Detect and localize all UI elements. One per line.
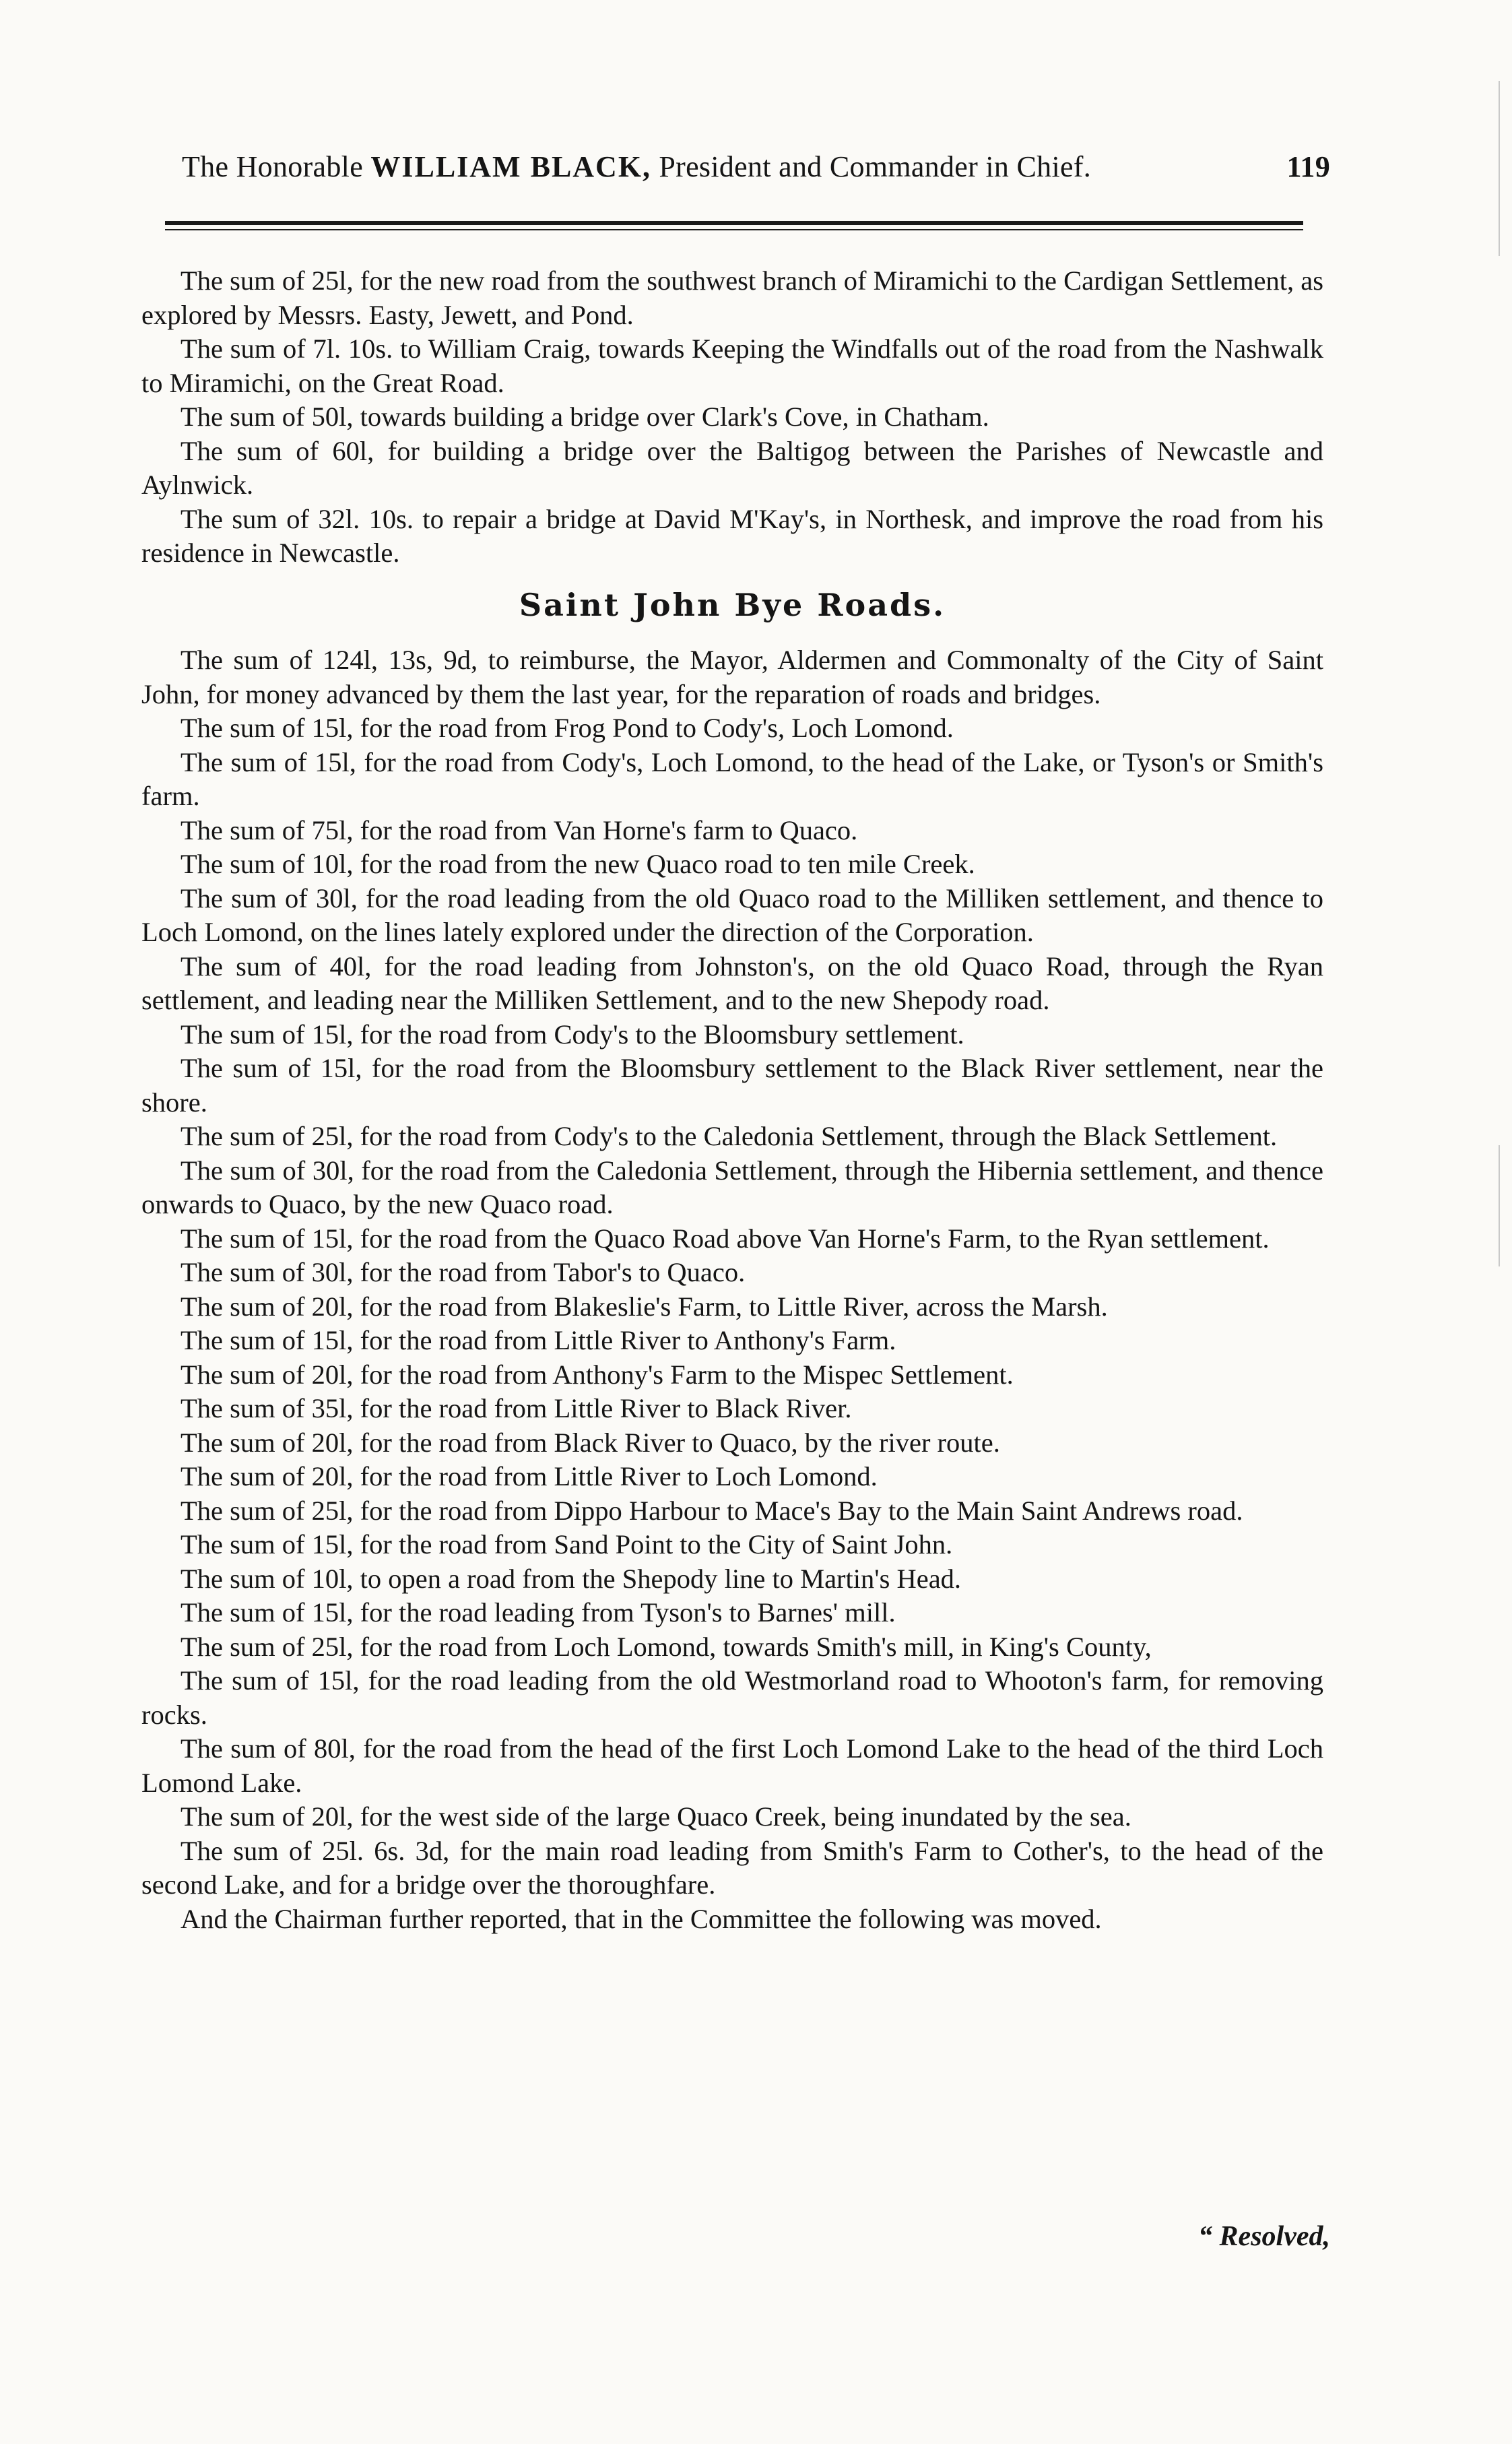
appropriation-paragraph: The sum of 15l, for the road from Cody's to the Bloomsbury settlement.	[180, 1019, 964, 1050]
appropriation-paragraph: The sum of 32l. 10s. to repair a bridge at David M'Kay's, in Northesk, and improve the road from his residence in Newcastle.	[141, 503, 1323, 568]
section-miramichi-roads	[141, 264, 1323, 571]
page-body	[141, 264, 1323, 1936]
running-head-suffix: President and Commander in Chief.	[659, 150, 1092, 183]
appropriation-paragraph: The sum of 25l, for the road from Cody's to the Caledonia Settlement, through the Black Settlement.	[180, 1121, 1278, 1151]
appropriation-paragraph: The sum of 40l, for the road leading from Johnston's, on the old Quaco Road, through the Ryan settlement, and leading near the Milliken Settlement, and to the new Shepody road.	[141, 951, 1323, 1015]
appropriation-paragraph: The sum of 15l, for the road from Frog Pond to Cody's, Loch Lomond.	[180, 713, 954, 743]
appropriation-paragraph: The sum of 15l, for the road leading from Tyson's to Barnes' mill.	[180, 1597, 896, 1628]
running-head-prefix: The Honorable	[182, 150, 364, 183]
appropriation-paragraph: The sum of 25l, for the road from Dippo Harbour to Mace's Bay to the Main Saint Andrews road.	[180, 1495, 1243, 1526]
appropriation-paragraph: The sum of 50l, towards building a bridge over Clark's Cove, in Chatham.	[180, 401, 989, 432]
appropriation-paragraph: The sum of 15l, for the road from Cody's, Loch Lomond, to the head of the Lake, or Tyson's or Smith's farm.	[141, 746, 1323, 811]
appropriation-paragraph: The sum of 124l, 13s, 9d, to reimburse, the Mayor, Aldermen and Commonalty of the City of Saint John, for money advanced by them the last year, for the reparation of roads and bridges.	[141, 645, 1323, 709]
appropriation-paragraph: The sum of 20l, for the road from Little River to Loch Lomond.	[180, 1461, 878, 1491]
appropriation-paragraph: The sum of 30l, for the road leading from the old Quaco road to the Milliken settlement, and thence to Loch Lomond, on the lines lately explored under the direction of the Corporation.	[141, 882, 1323, 947]
appropriation-paragraph: The sum of 30l, for the road from the Caledonia Settlement, through the Hibernia settlement, and thence onwards to Quaco, by the new Quaco road.	[141, 1155, 1323, 1219]
appropriation-paragraph: The sum of 35l, for the road from Little River to Black River.	[180, 1393, 852, 1423]
appropriation-paragraph: The sum of 80l, for the road from the head of the first Loch Lomond Lake to the head of the third Loch Lomond Lake.	[141, 1733, 1323, 1798]
appropriation-paragraph: The sum of 15l, for the road from Little River to Anthony's Farm.	[180, 1325, 896, 1355]
appropriation-paragraph: The sum of 60l, for building a bridge over the Baltigog between the Parishes of Newcastle and Aylnwick.	[141, 435, 1323, 500]
page-edge-mark	[1499, 1145, 1500, 1266]
header-rule-thin	[165, 229, 1303, 230]
running-head	[182, 150, 1330, 184]
chairman-report-paragraph: And the Chairman further reported, that in the Committee the following was moved.	[180, 1903, 1102, 1934]
page-number: 119	[1286, 150, 1330, 183]
appropriation-paragraph: The sum of 20l, for the road from Black River to Quaco, by the river route.	[180, 1427, 1000, 1458]
appropriation-paragraph: The sum of 25l, for the road from Loch Lomond, towards Smith's mill, in King's County,	[180, 1631, 1152, 1662]
appropriation-paragraph: The sum of 30l, for the road from Tabor's to Quaco.	[180, 1257, 746, 1287]
appropriation-paragraph: The sum of 20l, for the road from Blakeslie's Farm, to Little River, across the Marsh.	[180, 1291, 1108, 1322]
appropriation-paragraph: The sum of 75l, for the road from Van Horne's farm to Quaco.	[180, 814, 858, 845]
appropriation-paragraph: The sum of 15l, for the road from Sand Point to the City of Saint John.	[180, 1529, 953, 1559]
appropriation-paragraph: The sum of 15l, for the road leading from the old Westmorland road to Whooton's farm, for removing rocks.	[141, 1665, 1323, 1730]
appropriation-paragraph: The sum of 10l, to open a road from the Shepody line to Martin's Head.	[180, 1563, 962, 1594]
appropriation-paragraph: The sum of 10l, for the road from the new Quaco road to ten mile Creek.	[180, 849, 975, 879]
page-edge-mark	[1499, 81, 1500, 256]
header-rule-thick	[165, 221, 1303, 225]
appropriation-paragraph: The sum of 25l, for the new road from the southwest branch of Miramichi to the Cardigan Settlement, as explored by Messrs. Easty, Jewett, and Pond.	[141, 265, 1323, 330]
appropriation-paragraph: The sum of 20l, for the road from Anthony's Farm to the Mispec Settlement.	[180, 1359, 1014, 1390]
appropriation-paragraph: The sum of 7l. 10s. to William Craig, towards Keeping the Windfalls out of the road from the Nashwalk to Miramichi, on the Great Road.	[141, 333, 1323, 398]
section-heading: Saint John Bye Roads.	[519, 586, 946, 623]
appropriation-paragraph: The sum of 25l. 6s. 3d, for the main road leading from Smith's Farm to Cother's, to the head of the second Lake, and for a bridge over the thoroughfare.	[141, 1835, 1323, 1900]
appropriation-paragraph: The sum of 15l, for the road from the Bloomsbury settlement to the Black River settlement, near the shore.	[141, 1053, 1323, 1118]
appropriation-paragraph: The sum of 20l, for the west side of the large Quaco Creek, being inundated by the sea.	[180, 1801, 1131, 1832]
section-saint-john-bye-roads	[141, 643, 1323, 1936]
catchword: “ Resolved,	[1198, 2221, 1330, 2252]
running-head-name: WILLIAM BLACK,	[370, 150, 652, 183]
appropriation-paragraph: The sum of 15l, for the road from the Quaco Road above Van Horne's Farm, to the Ryan settlement.	[180, 1223, 1270, 1254]
